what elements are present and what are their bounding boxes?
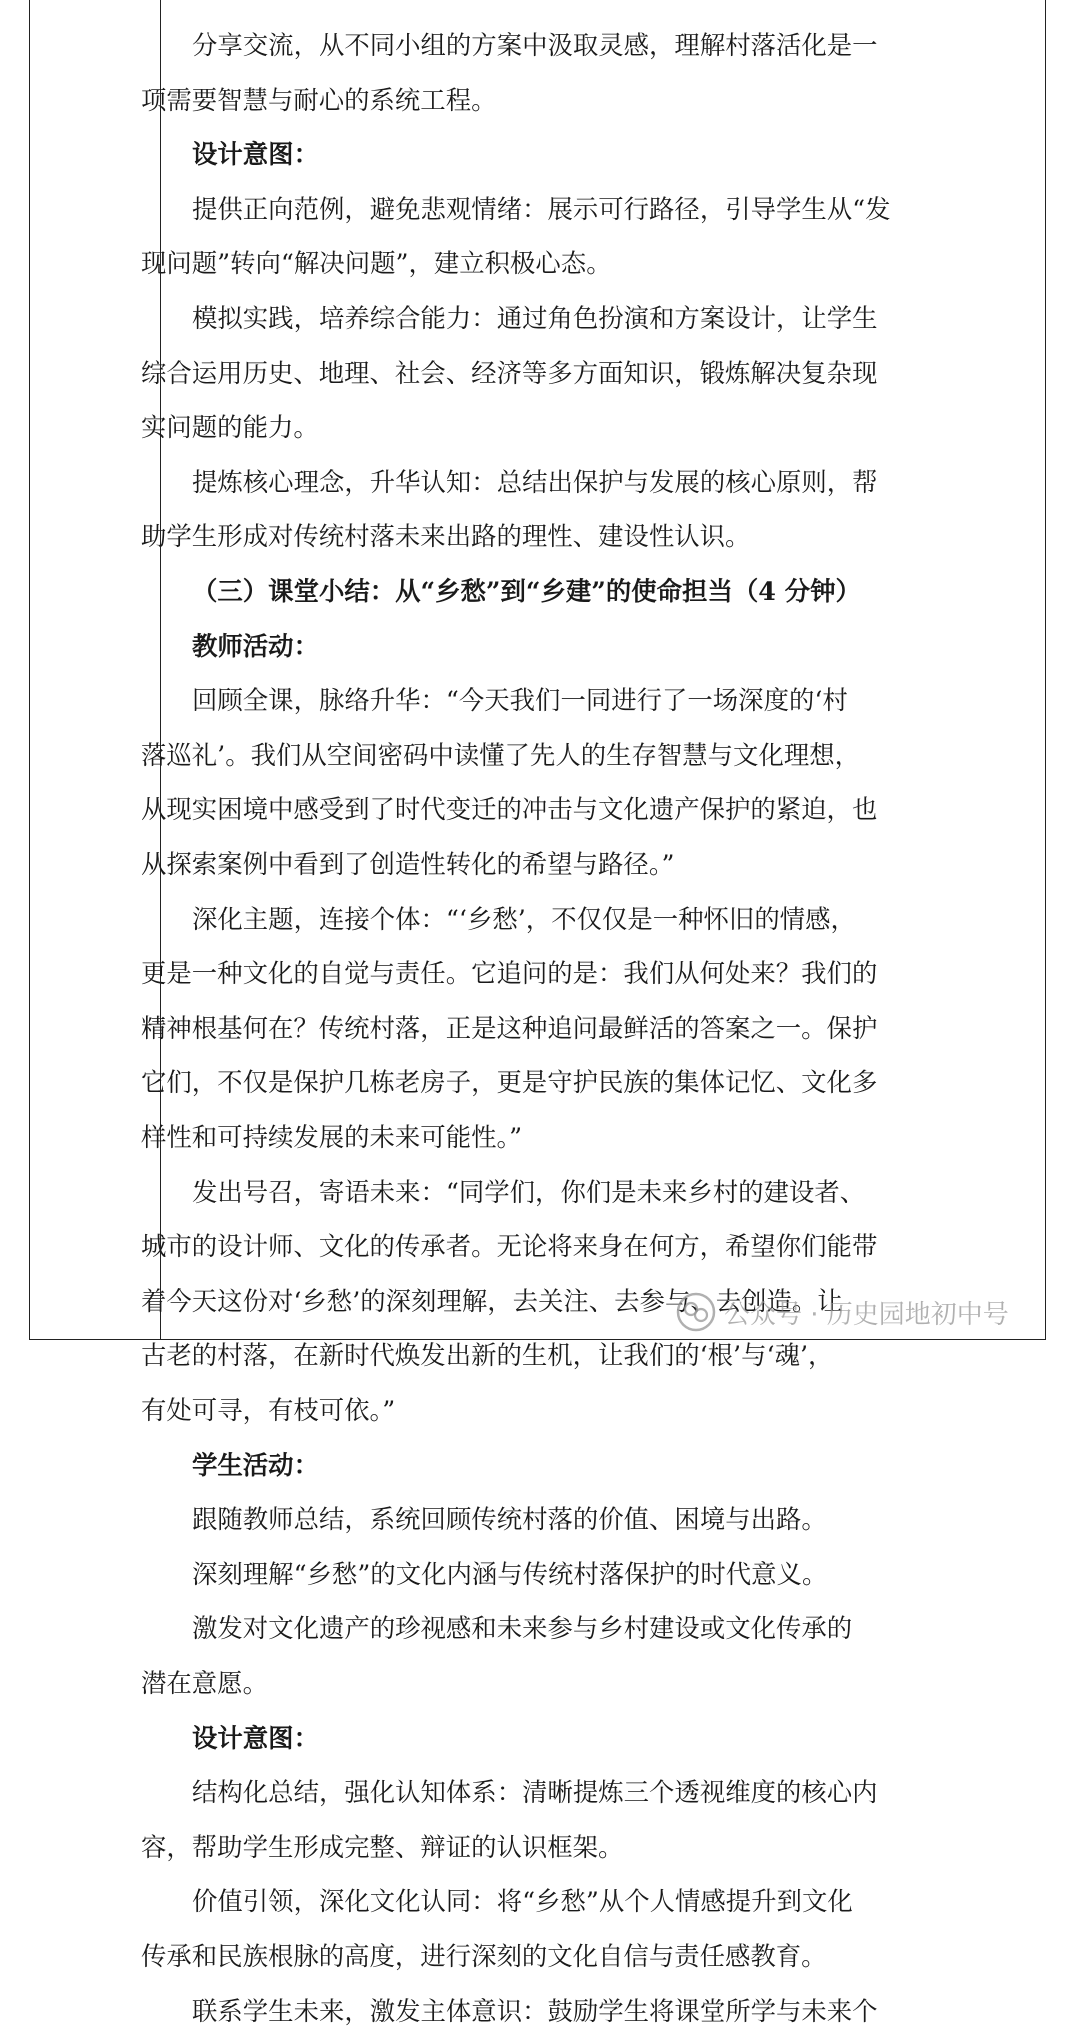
- paragraph-line: 从现实困境中感受到了时代变迁的冲击与文化遗产保护的紧迫，也: [141, 794, 878, 825]
- paragraph-line: 提炼核心理念，升华认知：总结出保护与发展的核心原则，帮: [192, 466, 878, 497]
- paragraph-line: 有处可寻，有枝可依。”: [141, 1395, 396, 1425]
- paragraph-line: 古老的村落，在新时代焕发出新的生机，让我们的‘根’与‘魂’，: [141, 1340, 834, 1371]
- paragraph-line: 容，帮助学生形成完整、辩证的认识框架。: [141, 1831, 624, 1862]
- paragraph-line: 助学生形成对传统村落未来出路的理性、建设性认识。: [141, 521, 751, 552]
- paragraph-line: 联系学生未来，激发主体意识：鼓励学生将课堂所学与未来个: [192, 1995, 878, 2026]
- paragraph-line: 分享交流，从不同小组的方案中汲取灵感，理解村落活化是一: [192, 30, 878, 60]
- section-heading: 学生活动：: [192, 1449, 319, 1480]
- wechat-official-account-icon: [676, 1292, 716, 1332]
- paragraph-line: 潜在意愿。: [141, 1668, 268, 1698]
- section-heading: （三）课堂小结：从“乡愁”到“乡建”的使命担当（4 分钟）: [192, 576, 861, 606]
- paragraph-line: 样性和可持续发展的未来可能性。”: [141, 1122, 523, 1152]
- paragraph-line: 城市的设计师、文化的传承者。无论将来身在何方，希望你们能带: [141, 1231, 878, 1262]
- paragraph-line: 它们，不仅是保护几栋老房子，更是守护民族的集体记忆、文化多: [141, 1067, 878, 1098]
- paragraph-line: 更是一种文化的自觉与责任。它追问的是：我们从何处来？我们的: [141, 958, 878, 989]
- watermark-text: 公众号 · 历史园地初中号: [724, 1299, 1009, 1330]
- paragraph-line: 落巡礼’。我们从空间密码中读懂了先人的生存智慧与文化理想，: [141, 739, 861, 770]
- paragraph-line: 精神根基何在？传统村落，正是这种追问最鲜活的答案之一。保护: [141, 1012, 878, 1043]
- paragraph-line: 价值引领，深化文化认同：将“乡愁”从个人情感提升到文化: [192, 1886, 853, 1917]
- paragraph-line: 模拟实践，培养综合能力：通过角色扮演和方案设计，让学生: [192, 303, 878, 333]
- section-heading: 设计意图：: [192, 139, 319, 170]
- paragraph-line: 从探索案例中看到了创造性转化的希望与路径。”: [141, 849, 675, 879]
- paragraph-line: 深刻理解“乡愁”的文化内涵与传统村落保护的时代意义。: [192, 1558, 828, 1589]
- paragraph-line: 着今天这份对‘乡愁’的深刻理解，去关注、去参与、去创造。让: [141, 1285, 843, 1316]
- paragraph-line: 跟随教师总结，系统回顾传统村落的价值、困境与出路。: [192, 1504, 827, 1535]
- paragraph-line: 传承和民族根脉的高度，进行深刻的文化自信与责任感教育。: [141, 1941, 827, 1971]
- section-heading: 设计意图：: [192, 1722, 319, 1753]
- paragraph-line: 深化主题，连接个体：“‘乡愁’，不仅仅是一种怀旧的情感，: [192, 903, 856, 934]
- paragraph-line: 回顾全课，脉络升华：“今天我们一同进行了一场深度的‘村: [192, 685, 848, 716]
- paragraph-line: 提供正向范例，避免悲观情绪：展示可行路径，引导学生从“发: [192, 193, 891, 224]
- section-heading: 教师活动：: [192, 630, 319, 661]
- paragraph-line: 发出号召，寄语未来：“同学们，你们是未来乡村的建设者、: [192, 1176, 866, 1207]
- paragraph-line: 现问题”转向“解决问题”，建立积极心态。: [141, 248, 612, 279]
- paragraph-line: 结构化总结，强化认知体系：清晰提炼三个透视维度的核心内: [192, 1777, 878, 1808]
- paragraph-line: 激发对文化遗产的珍视感和未来参与乡村建设或文化传承的: [192, 1613, 853, 1644]
- paragraph-line: 综合运用历史、地理、社会、经济等多方面知识，锻炼解决复杂现: [141, 357, 878, 388]
- watermark: [676, 1290, 1009, 1334]
- paragraph-line: 项需要智慧与耐心的系统工程。: [141, 84, 497, 115]
- paragraph-line: 实问题的能力。: [141, 412, 319, 443]
